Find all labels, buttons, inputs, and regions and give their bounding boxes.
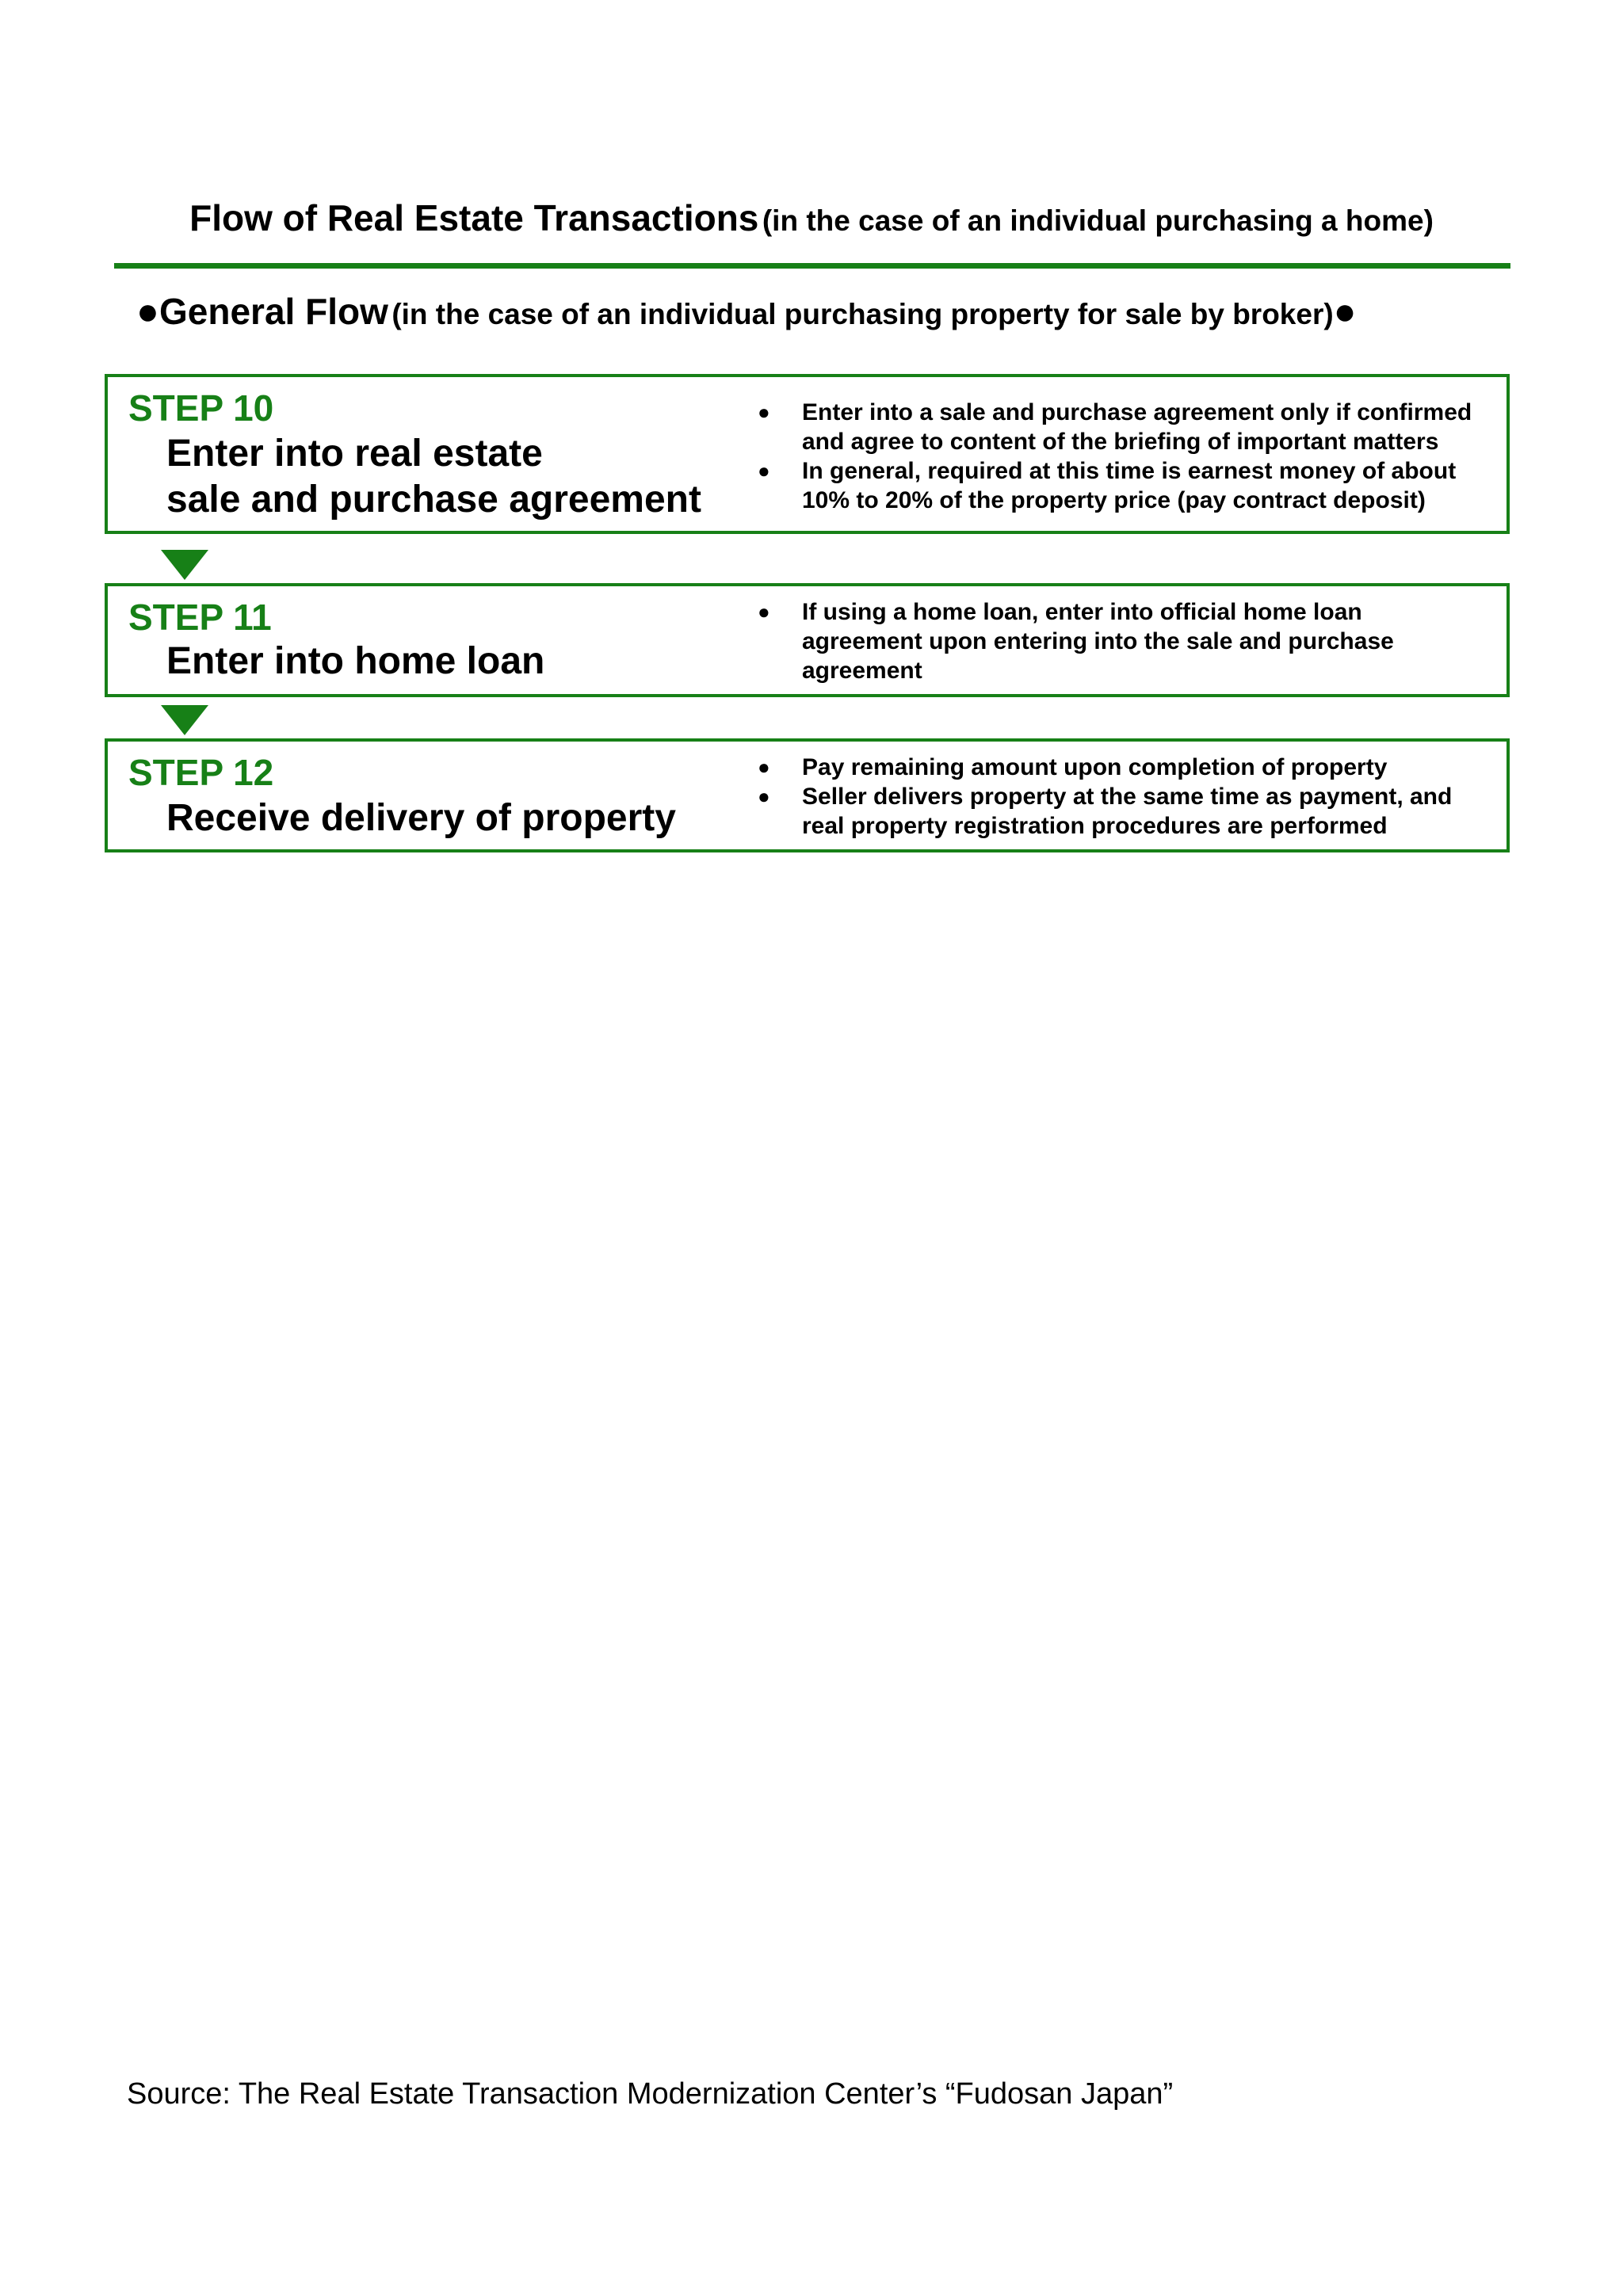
step-note-line: real property registration procedures are performed: [802, 813, 1388, 839]
title-main: Flow of Real Estate Transactions: [189, 197, 759, 238]
step-note-line: agreement upon entering into the sale and purchase: [802, 628, 1394, 654]
section-heading-qualifier: (in the case of an individual purchasing property for sale by broker): [391, 298, 1334, 330]
step-note: [758, 597, 1495, 685]
step-note-line: If using a home loan, enter into official home loan: [802, 599, 1362, 625]
bullet-icon: ●: [758, 600, 770, 624]
bullet-icon: ●: [758, 784, 770, 808]
step-number: STEP 12: [128, 752, 274, 793]
section-heading: [136, 290, 1357, 334]
flow-arrow-down-icon: [161, 705, 208, 735]
step-name: [166, 431, 701, 523]
step-note: [758, 398, 1495, 456]
step-name-line: Enter into home loan: [166, 640, 545, 682]
step-note-line: agreement: [802, 658, 922, 684]
step-note: [758, 456, 1495, 515]
bullet-marker-left: ●: [136, 291, 159, 333]
section-heading-main: General Flow: [159, 291, 388, 332]
step-notes: [758, 597, 1495, 685]
step-note-line: 10% to 20% of the property price (pay contract deposit): [802, 487, 1426, 513]
step-number: STEP 11: [128, 597, 272, 638]
step-note-line: and agree to content of the briefing of important matters: [802, 429, 1439, 455]
bullet-marker-right: ●: [1333, 291, 1357, 333]
step-box-11: [105, 583, 1510, 697]
flow-arrow-down-icon: [161, 550, 208, 580]
source-note: Source: The Real Estate Transaction Modernization Center’s “Fudosan Japan”: [127, 2077, 1174, 2111]
step-box-10: [105, 374, 1510, 534]
step-note-line: In general, required at this time is earnest money of about: [802, 458, 1457, 484]
step-number: STEP 10: [128, 387, 274, 429]
title-divider: [114, 263, 1510, 269]
step-notes: [758, 753, 1495, 841]
step-note: [758, 782, 1495, 841]
step-name-line: Enter into real estate: [166, 433, 543, 475]
step-box-12: [105, 738, 1510, 852]
bullet-icon: ●: [758, 459, 770, 482]
step-note-line: Enter into a sale and purchase agreement only if confirmed: [802, 399, 1472, 425]
title-qualifier: (in the case of an individual purchasing a home): [762, 204, 1434, 237]
bullet-icon: ●: [758, 755, 770, 779]
bullet-icon: ●: [758, 400, 770, 424]
page-title: [0, 196, 1623, 239]
step-note: [758, 753, 1495, 782]
step-name-line: Receive delivery of property: [166, 797, 676, 839]
step-note-line: Seller delivers property at the same time as payment, and: [802, 784, 1453, 810]
step-note-line: Pay remaining amount upon completion of property: [802, 754, 1388, 780]
step-name: [166, 639, 544, 685]
step-name: [166, 795, 676, 841]
step-name-line: sale and purchase agreement: [166, 479, 701, 521]
step-notes: [758, 398, 1495, 515]
